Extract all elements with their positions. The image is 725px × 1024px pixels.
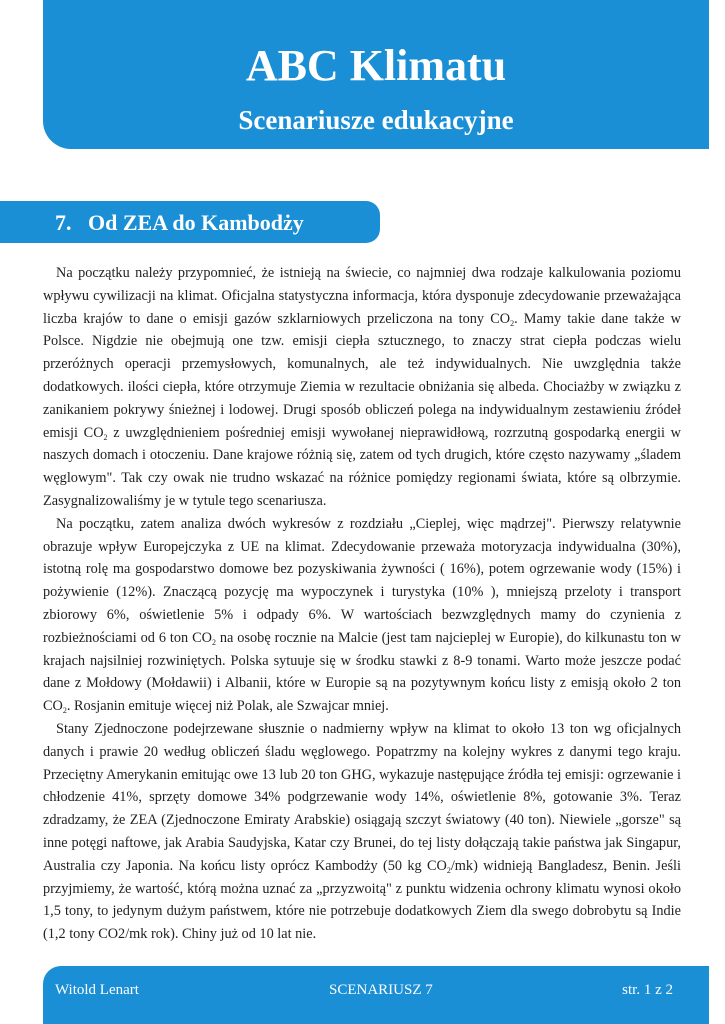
page-subtitle: Scenariusze edukacyjne [238,105,514,135]
section-title: Od ZEA do Kambodży [88,210,304,235]
subscript-2: 2 [510,318,515,328]
paragraph-3-part-a: Stany Zjednoczone podejrzewane słusznie o nadmierny wpływ na klimat to około 13 ton wg oficjalnych danych i prawie 20 według obliczeń śladu węglowego. Popatrzmy na kolejny wykres z danymi tego kraju. Przeciętny Amerykanin emitując owe 13 lub 20 ton GHG, wykazuje następujące źródła tej emisji: ogrzewanie i chłodzenie 41%, sprzęty domowe 34% podgrzewanie wody 14%, oświetlenie 8%, gotowanie 3%. Teraz zdradzamy, że ZEA (Zjednoczone Emiraty Arabskie) osiągają szczyt światowy (40 ton). Niewiele „gorsze" są inne potęgi naftowe, jak Arabia Saudyjska, Katar czy Brunei, do tej listy dołączają takie państwa jak Singapur, Australia czy Japonia. Na końcu listy oprócz Kambodży (50 kg CO [43,720,681,874]
paragraph-3 [43,718,681,946]
body-text [43,262,681,946]
footer-scenario: SCENARIUSZ 7 [329,982,433,998]
subscript-2: 2 [211,637,216,647]
paragraph-1-part-c: z uwzględnieniem pośredniej emisji wywołanej nieprawidłową, rozrzutną gospodarką energii w naszych domach i otoczeniu. Dane krajowe różnią się, zatem od tych drugich, które często nazywamy „śladem węglowym". Tak czy owak nie trudno wskazać na różnice pomiędzy regionami świata, które są olbrzymie. Zasygnalizowaliśmy je w tytule tego scenariusza. [43,424,681,509]
paragraph-2-part-c: . Rosjanin emituje więcej niż Polak, ale Szwajcar mniej. [66,698,389,715]
section-number: 7. [55,210,72,235]
paragraph-2 [43,513,681,718]
subscript-2: 2 [103,432,108,442]
subscript-2: 2 [446,865,451,875]
footer-bar [43,966,709,1024]
footer-page-number: str. 1 z 2 [622,982,673,998]
header-banner [43,0,709,149]
paragraph-2-part-a: Na początku, zatem analiza dwóch wykresów z rozdziału „Cieplej, więc mądrzej". Pierwszy relatywnie obrazuje wpływ Europejczyka z UE na klimat. Zdecydowanie przeważa motoryzacja indywidualna (30%), istotną rolę ma gospodarstwo domowe bez pozyskiwania żywności ( 16%), potem ogrzewanie wody (15%) i pożywienie (12%). Znaczącą pozycję ma wypoczynek i turystyka (10% ), mniejszą przeloty i transport zbiorowy 6%, oświetlenie 5% i odpady 6%. W wartościach bezwzględnych mamy do czynienia z rozbieżnościami od 6 ton CO [43,515,681,646]
page-title: ABC Klimatu [245,41,507,90]
paragraph-2-part-b: na osobę rocznie na Malcie (jest tam najcieplej w Europie), do kilkunastu ton w krajach najsilniej rozwiniętych. Polska sytuuje się w środku stawki z 8-9 tonami. Warto może jeszcze podać dane z Mołdowy (Mołdawii) i Albanii, które w Europie są na pozytywnym końcu listy z emisją około 2 ton CO [43,629,682,715]
footer-author: Witold Lenart [55,982,139,998]
paragraph-3-part-b: /mk) widnieją Bangladesz, Benin. Jeśli przyjmiemy, że wartość, którą można uznać za „przyzwoitą" z punktu widzenia ochrony klimatu wynosi około 1,5 tony, to jedynym dużym państwem, które nie potrzebuje dodatkowych Ziem dla swego dobrobytu są Indie (1,2 tony CO2/mk rok). Chiny już od 10 lat nie. [43,857,681,943]
paragraph-1-part-b: . Mamy takie dane także w Polsce. Nigdzie nie obejmują one tzw. emisji ciepła sztucznego, to znaczy strat ciepła podczas wielu przeróżnych operacji przemysłowych, komunalnych, ale też indywidualnych. Nie uwzględnia także dodatkowych. ilości ciepła, które otrzymuje Ziemia w rezultacie obniżania się albeda. Chociażby w związku z zanikaniem pokrywy śnieżnej i lodowej. Drugi sposób obliczeń polega na indywidualnym zestawieniu źródeł emisji CO [43,310,682,441]
paragraph-1-part-a: Na początku należy przypomnieć, że istnieją na świecie, co najmniej dwa rodzaje kalkulowania poziomu wpływu cywilizacji na klimat. Oficjalna statystyczna informacja, która dysponuje zdecydowanie przeważająca liczba krajów to dane o emisji gazów szklarniowych przeliczona na tony CO [43,265,681,327]
subscript-2: 2 [62,706,67,716]
paragraph-1 [43,262,681,513]
section-heading-bar [0,201,380,243]
